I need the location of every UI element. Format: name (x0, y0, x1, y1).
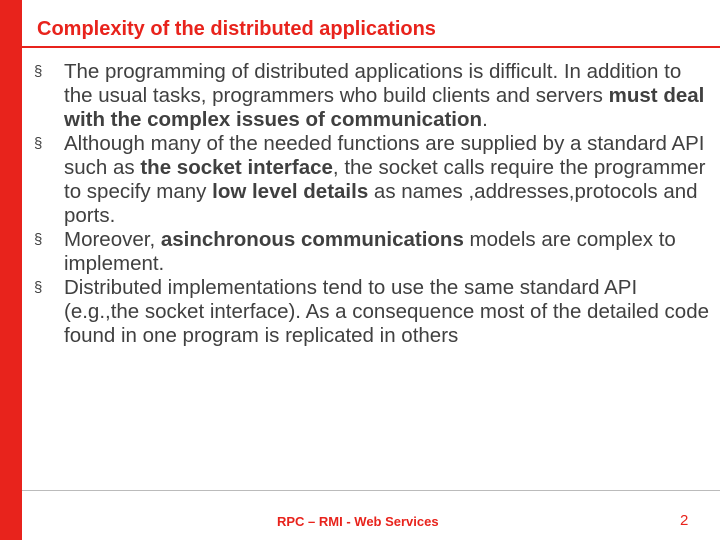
left-accent-bar (0, 0, 22, 540)
bullet-text-part: Distributed implementations tend to use the same standard API (e.g.,the socket interface). As a consequence most of the detailed code found in one program is replicated in others (64, 276, 709, 347)
bullet-text-part: Although many of the needed functions are supplied by a standard API such as (64, 132, 705, 179)
footer-divider (22, 490, 720, 491)
footer-title: RPC – RMI - Web Services (277, 514, 439, 529)
bullet-item (34, 60, 710, 132)
bullet-text-bold: the socket interface (140, 156, 333, 179)
bullet-text-bold: must deal with the complex issues of communication (64, 84, 705, 131)
slide-header (22, 0, 720, 48)
bullet-list (34, 60, 710, 348)
slide-title: Complexity of the distributed applications (37, 18, 436, 40)
bullet-text-bold: low level details (212, 180, 369, 203)
bullet-text-part: The programming of distributed applications is difficult. In addition to the usual tasks, programmers who build clients and servers (64, 60, 682, 107)
page-number: 2 (680, 512, 689, 529)
bullet-text-part: . (482, 108, 488, 131)
bullet-item (34, 276, 710, 348)
bullet-text-bold: asinchronous communications (160, 228, 464, 251)
bullet-marker: § (34, 63, 43, 80)
bullet-text-part: Moreover, (64, 228, 161, 251)
bullet-marker: § (34, 135, 43, 152)
bullet-marker: § (34, 279, 43, 296)
bullet-text-part: models are complex to implement. (64, 228, 676, 275)
bullet-item (34, 228, 710, 276)
bullet-text-part: , the socket calls require the programmer to specify many (64, 156, 706, 203)
bullet-text-part: as names ,addresses,protocols and ports. (64, 180, 698, 227)
bullet-marker: § (34, 231, 43, 248)
bullet-item (34, 132, 710, 228)
